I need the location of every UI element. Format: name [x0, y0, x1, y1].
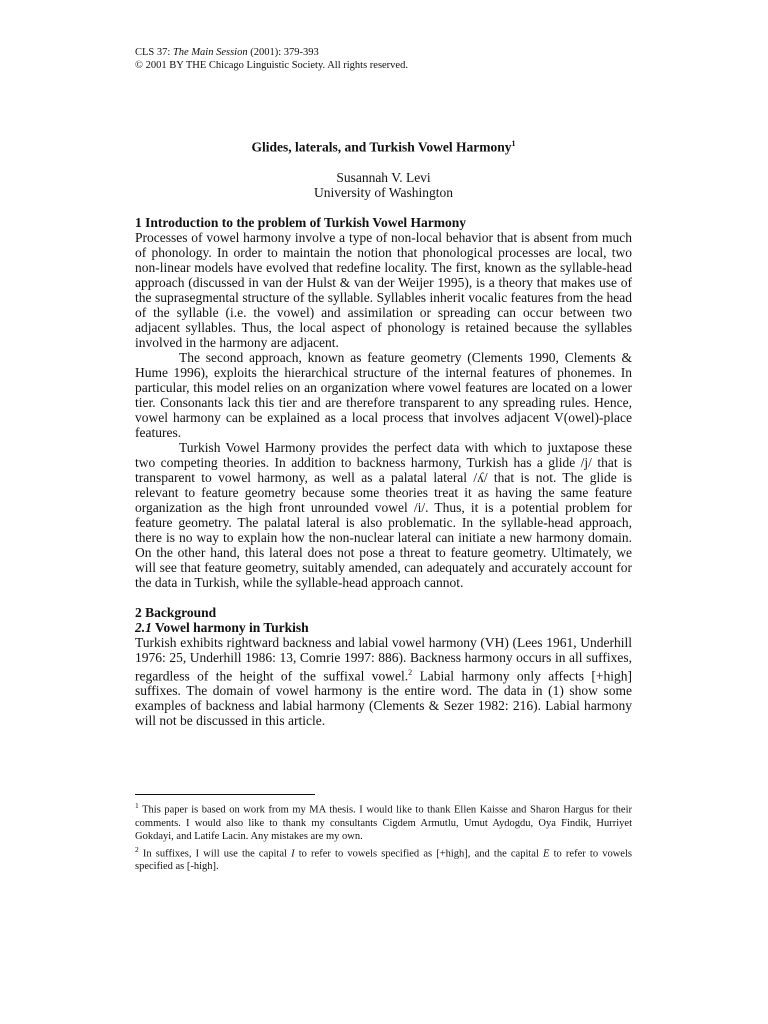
section-2-paragraph-1: Turkish exhibits rightward backness and labial vowel harmony (VH) (Lees 1961, Underhill 1976: 25, Underhill 1986: 13, Comrie 1997: 886). Backness harmony occurs in all suffixes, regardless of the height of the suffixal vowel.$^2$ Labial harmony only affects [+high] suffixes. The domain of vowel harmony is the entire word. The data in (1) show some examples of backness and labial harmony (Clements & Sezer 1982: 216). Labial harmony will not be discussed in this article.	[135, 634, 632, 728]
footnote-separator	[135, 794, 315, 795]
section-1-paragraph-3: Turkish Vowel Harmony provides the perfect data with which to juxtapose these two competing theories. In addition to backness harmony, Turkish has a glide /j/ that is transparent to vowel harmony, as well as a palatal lateral /ʎ/ that is not. The glide is relevant to feature geometry because some theories treat it as having the same feature organization as the high front unrounded vowel /i/. Thus, it is a potential problem for feature geometry. The palatal lateral is also problematic. In the syllable-head approach, there is no way to explain how the non-nuclear lateral can initiate a new harmony domain. On the other hand, this lateral does not pose a threat to feature geometry. Ultimately, we will see that feature geometry, suitably amended, can adequately and accurately account for the data in Turkish, while the syllable-head approach cannot.	[135, 439, 632, 590]
author-name: Susannah V. Levi	[336, 169, 431, 185]
footnotes	[135, 799, 632, 873]
paper-page	[135, 46, 632, 873]
section-2-heading: 2 Background	[135, 604, 217, 620]
section-1-paragraph-2: The second approach, known as feature geometry (Clements 1990, Clements & Hume 1996), exploits the hierarchical structure of the internal features of phonemes. In particular, this model relies on an organization where vowel features are located on a lower tier. Consonants lack this tier and are therefore transparent to any spreading rules. Hence, vowel harmony can be explained as a local process that involves adjacent V(owel)-place features.	[135, 349, 632, 440]
title-footnote-mark: 1	[511, 139, 516, 148]
section-1-paragraph-1: Processes of vowel harmony involve a type of non-local behavior that is absent from much of phonology. In order to maintain the notion that phonological processes are local, two non-linear models have evolved that redefine locality. The first, known as the syllable-head approach (discussed in van der Hulst & van der Weijer 1995), is a theory that makes use of the suprasegmental structure of the syllable. Syllables inherit vocalic features from the head of the syllable (i.e. the vowel) and assimilation or spreading can occur between two adjacent syllables. Thus, the local aspect of phonology is retained because the syllables involved in the harmony are adjacent.	[135, 229, 632, 350]
paper-title: Glides, laterals, and Turkish Vowel Harmony$^1$	[251, 139, 516, 155]
copyright-line: © 2001 BY THE Chicago Linguistic Society. All rights reserved.	[135, 60, 408, 71]
subsection-2-1-heading: 2.1 Vowel harmony in Turkish	[135, 619, 309, 635]
author-affiliation: University of Washington	[314, 184, 453, 200]
citation-header	[135, 46, 632, 72]
citation-line-1: CLS 37: The Main Session (2001): 379-393	[135, 47, 319, 58]
section-1-heading: 1 Introduction to the problem of Turkish Vowel Harmony	[135, 214, 467, 230]
footnote-1: $^1$ This paper is based on work from my MA thesis. I would like to thank Ellen Kaisse and Sharon Hargus for their comments. I would also like to thank my consultants Cigdem Armutlu, Umut Aydogdu, Oya Findik, Hurriyet Gokdayi, and Latife Lacin. Any mistakes are my own.	[135, 801, 632, 842]
footnote-2: $^2$ In suffixes, I will use the capital I to refer to vowels specified as [+high], and the capital E to refer to vowels specified as [-high].	[135, 844, 632, 872]
footnote-2-mark: 2	[408, 667, 413, 677]
